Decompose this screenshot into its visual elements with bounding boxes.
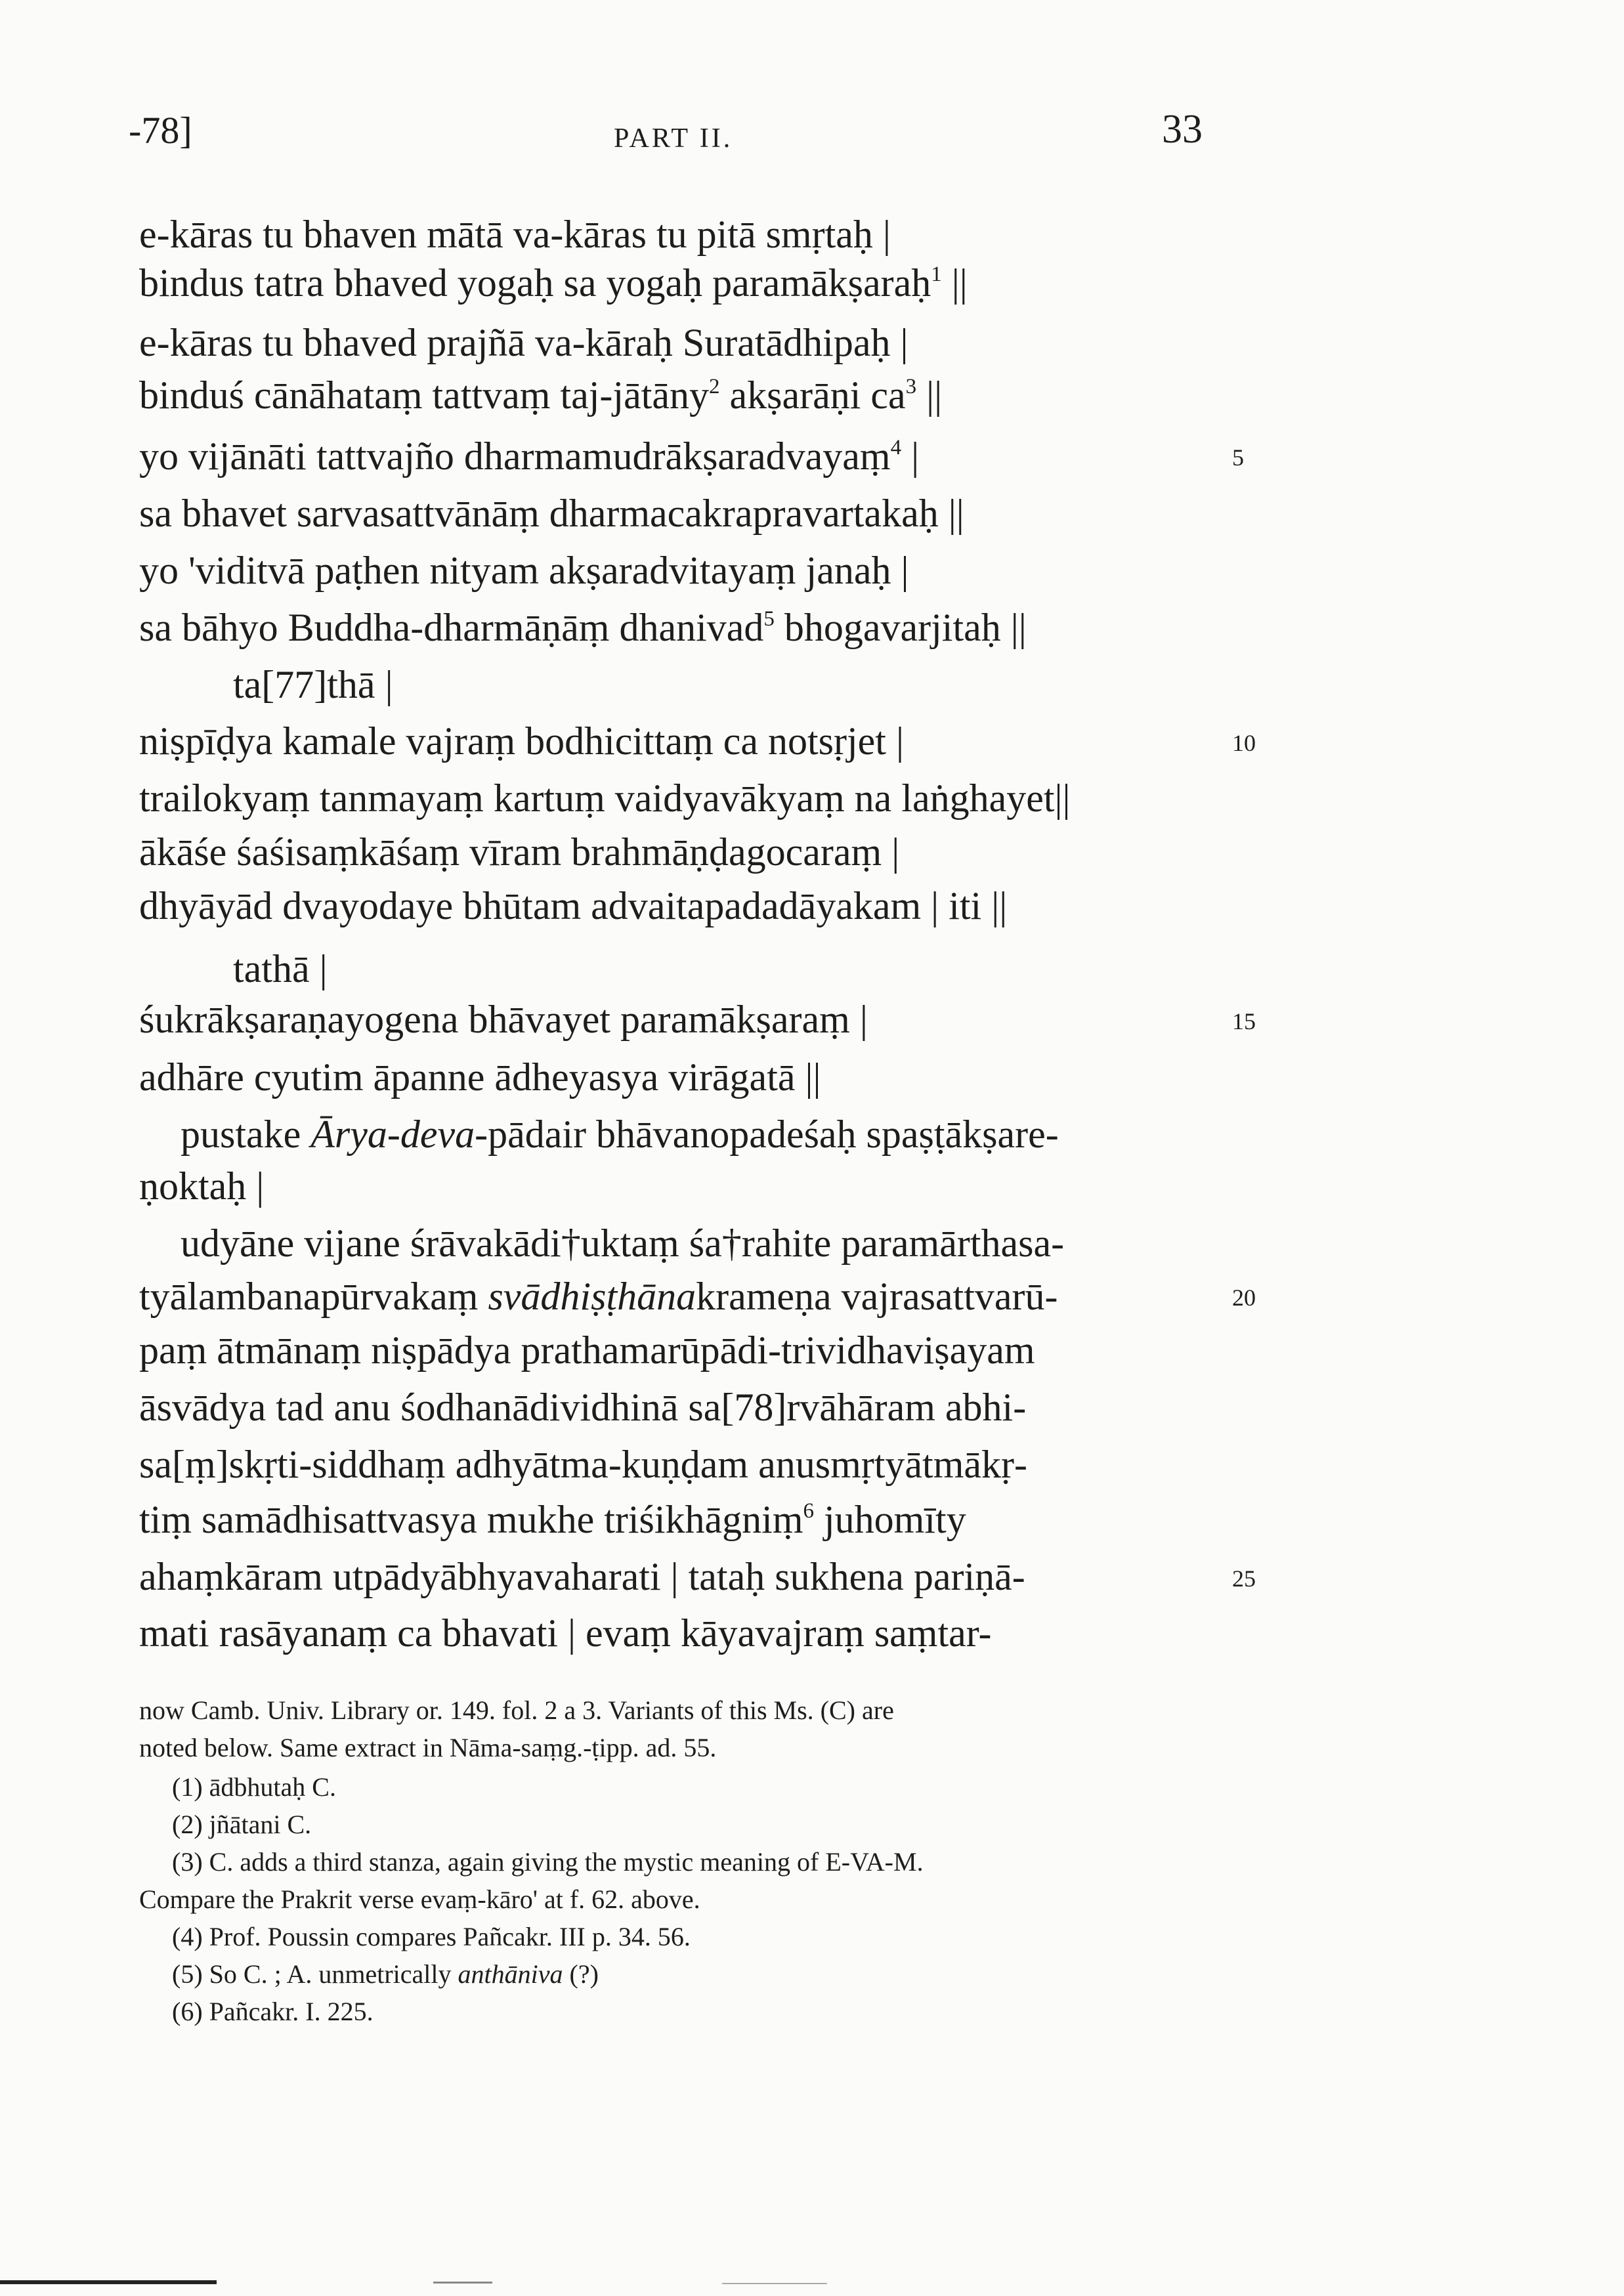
text-line: bindus tatra bhaved yogaḥ sa yogaḥ paramākṣaraḥ$^1$ || [139, 261, 968, 305]
footnote: (4) Prof. Poussin compares Pañcakr. III p. 34. 56. [172, 1922, 691, 1951]
scan-edge-mark [0, 2280, 217, 2284]
line-number: 10 [1232, 730, 1256, 756]
text-line: yo 'viditvā paṭhen nityam akṣaradvitayaṃ janaḥ | [139, 549, 909, 592]
footnote: (3) C. adds a third stanza, again giving the mystic meaning of E-VA-M. [172, 1847, 924, 1877]
footnote-ref: 1 [931, 262, 942, 286]
footnote-line: now Camb. Univ. Library or. 149. fol. 2 a 3. Variants of this Ms. (C) are [139, 1695, 894, 1725]
text-line: niṣpīḍya kamale vajraṃ bodhicittaṃ ca notsṛjet | [139, 719, 904, 763]
text-line: yo vijānāti tattvajño dharmamudrākṣaradvayaṃ$^4$ | [139, 435, 920, 478]
scan-edge-mark [433, 2282, 492, 2284]
text-line: sa bhavet sarvasattvānāṃ dharmacakrapravartakaḥ || [139, 492, 964, 535]
text-line: e-kāras tu bhaved prajñā va-kāraḥ Suratādhipaḥ | [139, 321, 908, 364]
text-line: tiṃ samādhisattvasya mukhe triśikhāgniṃ$^6$ juhomīty [139, 1498, 966, 1541]
text-line: tathā | [233, 947, 328, 990]
footnote-ref: 3 [905, 374, 917, 398]
text-line: dhyāyād dvayodaye bhūtam advaitapadadāyakam | iti || [139, 884, 1008, 927]
scan-edge-mark [722, 2283, 827, 2284]
text-line: paṃ ātmānaṃ niṣpādya prathamarūpādi-trividhaviṣayam [139, 1329, 1035, 1372]
text-line: sa bāhyo Buddha-dharmāṇāṃ dhanivad$^5$ bhogavarjitaḥ || [139, 606, 1027, 649]
line-number: 20 [1232, 1285, 1256, 1311]
text-line: ṇoktaḥ | [139, 1164, 265, 1208]
text-line: āsvādya tad anu śodhanādividhinā sa[78]rvāhāram abhi- [139, 1386, 1027, 1429]
text-line: pustake Ārya-deva-pādair bhāvanopadeśaḥ spaṣṭākṣare- [181, 1113, 1059, 1156]
footnote-line: Compare the Prakrit verse evaṃ-kāro' at f. 62. above. [139, 1884, 700, 1914]
footnote-ref: 5 [763, 606, 775, 631]
running-head: PART II. [614, 123, 733, 154]
text-line: ahaṃkāram utpādyābhyavaharati | tataḥ sukhena pariṇā- [139, 1555, 1025, 1598]
text-line: ta[77]thā | [233, 663, 393, 706]
text-line: udyāne vijane śrāvakādi†uktaṃ śa†rahite paramārthasa- [181, 1222, 1065, 1265]
text-line: mati rasāyanaṃ ca bhavati | evaṃ kāyavajraṃ saṃtar- [139, 1611, 992, 1655]
text-line: tyālambanapūrvakaṃ svādhiṣṭhānakrameṇa vajrasattvarū- [139, 1275, 1058, 1318]
footnote: (5) So C. ; A. unmetrically anthāniva (?) [172, 1959, 599, 1989]
footnote-ref: 2 [709, 374, 720, 398]
text-line: trailokyaṃ tanmayaṃ kartuṃ vaidyavākyaṃ na laṅghayet|| [139, 776, 1071, 820]
footnote: (6) Pañcakr. I. 225. [172, 1997, 374, 2026]
footnote-ref: 6 [803, 1499, 815, 1523]
text-line: sa[ṃ]skṛti-siddhaṃ adhyātma-kuṇḍam anusmṛtyātmākṛ- [139, 1443, 1027, 1486]
text-line: e-kāras tu bhaven mātā va-kāras tu pitā smṛtaḥ | [139, 213, 891, 256]
text-line: binduś cānāhataṃ tattvaṃ taj-jātāny$^2$ akṣarāṇi $ca^3$ || [139, 373, 943, 417]
line-number: 15 [1232, 1008, 1256, 1034]
footnote: (2) jñātani C. [172, 1810, 312, 1839]
footnote-line: noted below. Same extract in Nāma-saṃg.-ṭipp. ad. 55. [139, 1733, 717, 1762]
text-line: ākāśe śaśisaṃkāśaṃ vīram brahmāṇḍagocaraṃ | [139, 830, 900, 874]
footnote-ref: 4 [890, 435, 902, 459]
line-number: 5 [1232, 444, 1244, 471]
text-line: adhāre cyutim āpanne ādheyasya virāgatā || [139, 1055, 821, 1099]
footnote: (1) ādbhutaḥ C. [172, 1772, 336, 1802]
line-number: 25 [1232, 1565, 1256, 1592]
page-number: 33 [1162, 107, 1203, 152]
page-range: -78] [129, 109, 192, 152]
text-line: śukrākṣaraṇayogena bhāvayet paramākṣaraṃ | [139, 998, 868, 1041]
